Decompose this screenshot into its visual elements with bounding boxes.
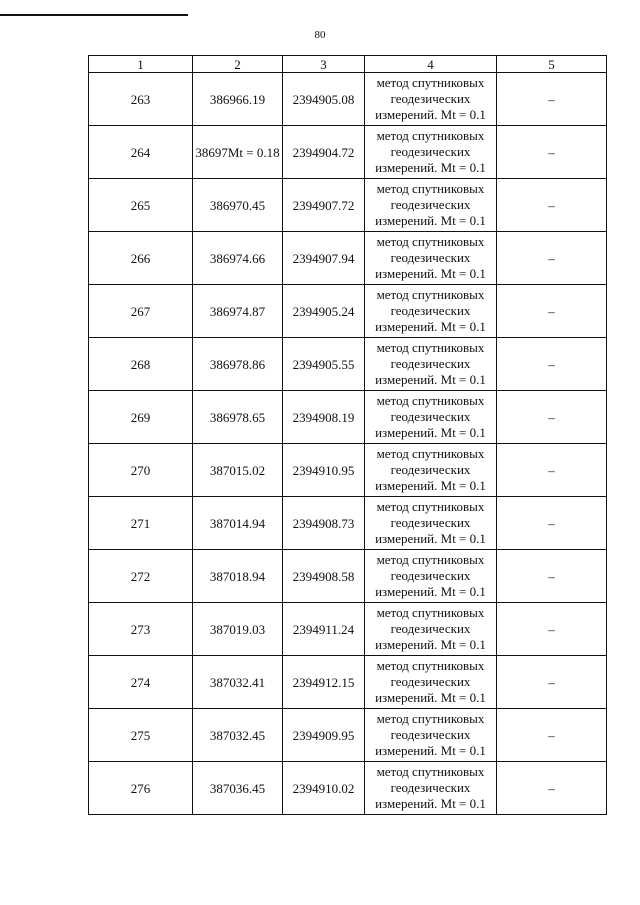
point-number-cell: 276 — [89, 762, 193, 815]
y-coordinate-cell: 2394910.02 — [283, 762, 365, 815]
table-row — [89, 126, 607, 179]
note-cell: – — [497, 232, 607, 285]
method-cell: метод спутниковых геодезических измерений. Mt = 0.1 — [365, 126, 497, 179]
table-header-row — [89, 56, 607, 73]
note-cell: – — [497, 391, 607, 444]
header-cell-4: 4 — [365, 56, 497, 73]
y-coordinate-cell: 2394911.24 — [283, 603, 365, 656]
table-row — [89, 391, 607, 444]
x-coordinate-cell: 387019.03 — [193, 603, 283, 656]
x-coordinate-cell: 387032.45 — [193, 709, 283, 762]
header-cell-3: 3 — [283, 56, 365, 73]
method-cell: метод спутниковых геодезических измерений. Mt = 0.1 — [365, 444, 497, 497]
y-coordinate-cell: 2394908.58 — [283, 550, 365, 603]
method-cell: метод спутниковых геодезических измерений. Mt = 0.1 — [365, 550, 497, 603]
note-cell: – — [497, 497, 607, 550]
point-number-cell: 263 — [89, 73, 193, 126]
method-cell: метод спутниковых геодезических измерений. Mt = 0.1 — [365, 285, 497, 338]
method-cell: метод спутниковых геодезических измерений. Mt = 0.1 — [365, 391, 497, 444]
note-cell: – — [497, 126, 607, 179]
top-rule — [0, 14, 188, 16]
method-cell: метод спутниковых геодезических измерений. Mt = 0.1 — [365, 73, 497, 126]
point-number-cell: 275 — [89, 709, 193, 762]
x-coordinate-cell: 387036.45 — [193, 762, 283, 815]
table-row — [89, 73, 607, 126]
y-coordinate-cell: 2394907.72 — [283, 179, 365, 232]
point-number-cell: 273 — [89, 603, 193, 656]
point-number-cell: 266 — [89, 232, 193, 285]
point-number-cell: 268 — [89, 338, 193, 391]
table-body — [89, 73, 607, 815]
method-cell: метод спутниковых геодезических измерений. Mt = 0.1 — [365, 603, 497, 656]
method-cell: метод спутниковых геодезических измерений. Mt = 0.1 — [365, 656, 497, 709]
point-number-cell: 265 — [89, 179, 193, 232]
point-number-cell: 270 — [89, 444, 193, 497]
table-row — [89, 338, 607, 391]
point-number-cell: 264 — [89, 126, 193, 179]
x-coordinate-cell: 387015.02 — [193, 444, 283, 497]
header-cell-5: 5 — [497, 56, 607, 73]
table-row — [89, 762, 607, 815]
x-coordinate-cell: 387014.94 — [193, 497, 283, 550]
y-coordinate-cell: 2394907.94 — [283, 232, 365, 285]
note-cell: – — [497, 338, 607, 391]
x-coordinate-cell: 386966.19 — [193, 73, 283, 126]
table-row — [89, 709, 607, 762]
y-coordinate-cell: 2394905.24 — [283, 285, 365, 338]
method-cell: метод спутниковых геодезических измерений. Mt = 0.1 — [365, 338, 497, 391]
y-coordinate-cell: 2394905.08 — [283, 73, 365, 126]
note-cell: – — [497, 709, 607, 762]
header-cell-1: 1 — [89, 56, 193, 73]
point-number-cell: 274 — [89, 656, 193, 709]
table-row — [89, 179, 607, 232]
y-coordinate-cell: 2394904.72 — [283, 126, 365, 179]
table-row — [89, 603, 607, 656]
method-cell: метод спутниковых геодезических измерений. Mt = 0.1 — [365, 232, 497, 285]
y-coordinate-cell: 2394908.19 — [283, 391, 365, 444]
table-row — [89, 232, 607, 285]
note-cell: – — [497, 444, 607, 497]
x-coordinate-cell: 387018.94 — [193, 550, 283, 603]
method-cell: метод спутниковых геодезических измерений. Mt = 0.1 — [365, 709, 497, 762]
x-coordinate-cell: 386978.86 — [193, 338, 283, 391]
note-cell: – — [497, 285, 607, 338]
x-coordinate-cell: 386974.87 — [193, 285, 283, 338]
note-cell: – — [497, 179, 607, 232]
x-coordinate-cell: 386974.66 — [193, 232, 283, 285]
x-coordinate-cell: 387032.41 — [193, 656, 283, 709]
method-cell: метод спутниковых геодезических измерений. Mt = 0.1 — [365, 179, 497, 232]
method-cell: метод спутниковых геодезических измерений. Mt = 0.1 — [365, 762, 497, 815]
x-coordinate-cell: 386970.45 — [193, 179, 283, 232]
table-row — [89, 550, 607, 603]
y-coordinate-cell: 2394905.55 — [283, 338, 365, 391]
table-row — [89, 444, 607, 497]
point-number-cell: 267 — [89, 285, 193, 338]
table-row — [89, 285, 607, 338]
point-number-cell: 272 — [89, 550, 193, 603]
note-cell: – — [497, 762, 607, 815]
note-cell: – — [497, 656, 607, 709]
header-cell-2: 2 — [193, 56, 283, 73]
note-cell: – — [497, 550, 607, 603]
x-coordinate-cell: 38697Mt = 0.18 — [193, 126, 283, 179]
page-number: 80 — [314, 29, 326, 41]
x-coordinate-cell: 386978.65 — [193, 391, 283, 444]
point-number-cell: 269 — [89, 391, 193, 444]
y-coordinate-cell: 2394912.15 — [283, 656, 365, 709]
y-coordinate-cell: 2394909.95 — [283, 709, 365, 762]
y-coordinate-cell: 2394908.73 — [283, 497, 365, 550]
table-row — [89, 656, 607, 709]
coordinates-table — [88, 55, 607, 815]
y-coordinate-cell: 2394910.95 — [283, 444, 365, 497]
note-cell: – — [497, 73, 607, 126]
note-cell: – — [497, 603, 607, 656]
table-row — [89, 497, 607, 550]
method-cell: метод спутниковых геодезических измерений. Mt = 0.1 — [365, 497, 497, 550]
point-number-cell: 271 — [89, 497, 193, 550]
